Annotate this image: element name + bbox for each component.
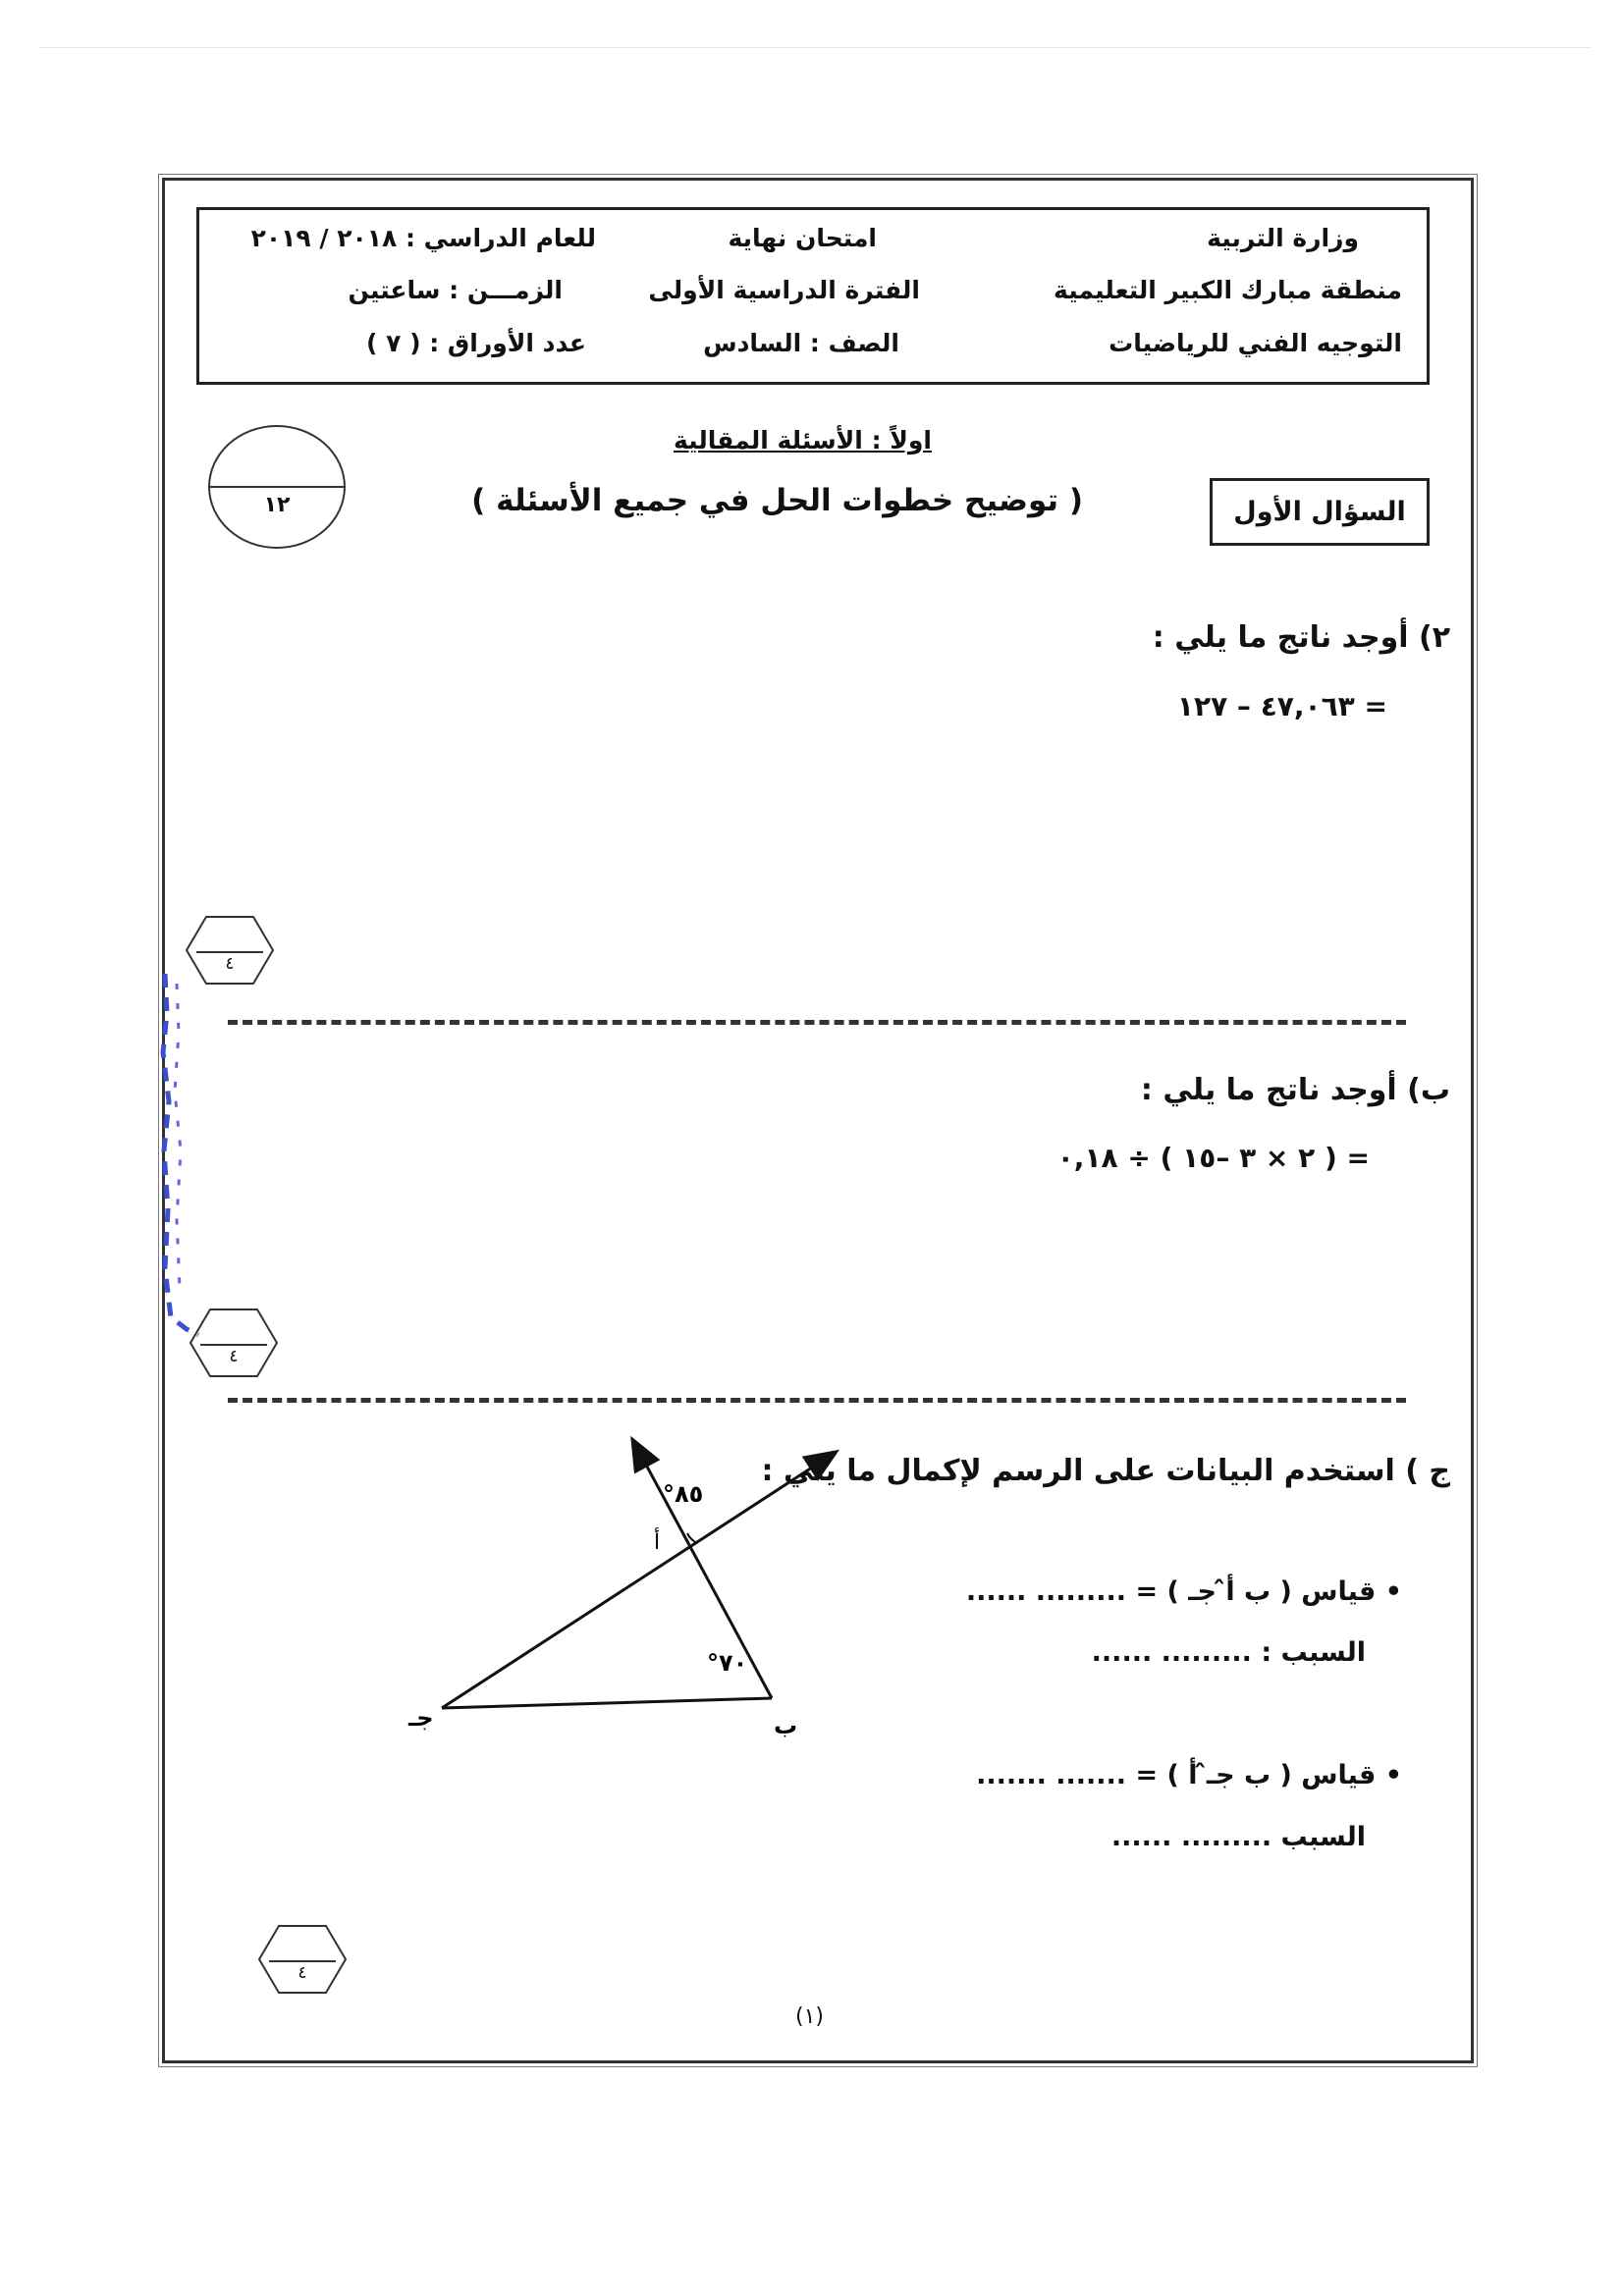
- separator-2: [228, 1398, 1406, 1403]
- hexagon-shape: [257, 1924, 348, 1995]
- page-top-rule: [39, 47, 1591, 48]
- part-c-score: ٤: [298, 1963, 307, 1983]
- part-a-prompt: ٢) أوجد ناتج ما يلي :: [1152, 620, 1450, 655]
- scan-smudge: [157, 974, 206, 1337]
- header-term: الفترة الدراسية الأولى: [648, 276, 920, 304]
- section-instruction: ( توضيح خطوات الحل في جميع الأسئلة ): [471, 483, 1083, 518]
- total-score-ellipse: [208, 425, 346, 549]
- vertex-c-label: جـ: [408, 1704, 434, 1732]
- part-c-score-hexagon: [257, 1924, 348, 1995]
- separator-1: [228, 1020, 1406, 1025]
- vertex-b-label: ب: [774, 1712, 798, 1737]
- header-department: التوجيه الفني للرياضيات: [1109, 329, 1402, 357]
- side-bc: [442, 1698, 772, 1708]
- part-a-expression: = ٤٧,٠٦٣ – ١٢٧: [1176, 690, 1387, 722]
- part-b-expression: = ( ٢ × ٣ –١٥ ) ÷ ٠,١٨: [1056, 1142, 1370, 1174]
- angle-b-label: °٧٠: [707, 1649, 748, 1677]
- part-b-prompt: ب) أوجد ناتج ما يلي :: [1140, 1073, 1450, 1107]
- header-year: للعام الدراسي : ٢٠١٨ / ٢٠١٩: [250, 224, 596, 252]
- part-c-prompt: ج ) استخدم البيانات على الرسم لإكمال ما يلي :: [761, 1454, 1450, 1488]
- question-label: السؤال الأول: [1233, 497, 1406, 527]
- part-c-item-2: • قياس ( ب جـ̂ أ ) = ....... .......: [976, 1760, 1402, 1790]
- part-b-score: ٤: [229, 1347, 239, 1366]
- header-ministry: وزارة التربية: [1207, 224, 1359, 252]
- question-label-box: [1210, 478, 1430, 546]
- header-district: منطقة مبارك الكبير التعليمية: [1054, 276, 1402, 304]
- part-a-score: ٤: [225, 954, 235, 974]
- header-time: الزمـــن : ساعتين: [348, 276, 563, 304]
- score-divider: [210, 486, 344, 488]
- vertex-a-label: أ: [654, 1530, 661, 1555]
- angle-top-label: °٨٥: [663, 1480, 704, 1508]
- part-c-item-1: • قياس ( ب أ̂ جـ ) = ......... ......: [965, 1576, 1402, 1607]
- header-exam-title: امتحان نهاية: [728, 224, 877, 252]
- page-number: (١): [795, 2004, 825, 2029]
- total-score: ١٢: [263, 493, 291, 517]
- header-pages: عدد الأوراق : ( ٧ ): [365, 329, 586, 357]
- part-c-reason-2: السبب ......... ......: [1110, 1822, 1366, 1852]
- triangle-figure: [373, 1414, 884, 1737]
- header-grade: الصف : السادس: [703, 329, 899, 357]
- line-through-c: [442, 1453, 835, 1708]
- part-c-reason-1: السبب : ......... ......: [1091, 1637, 1366, 1668]
- section-title: اولاً : الأسئلة المقالية: [673, 426, 932, 454]
